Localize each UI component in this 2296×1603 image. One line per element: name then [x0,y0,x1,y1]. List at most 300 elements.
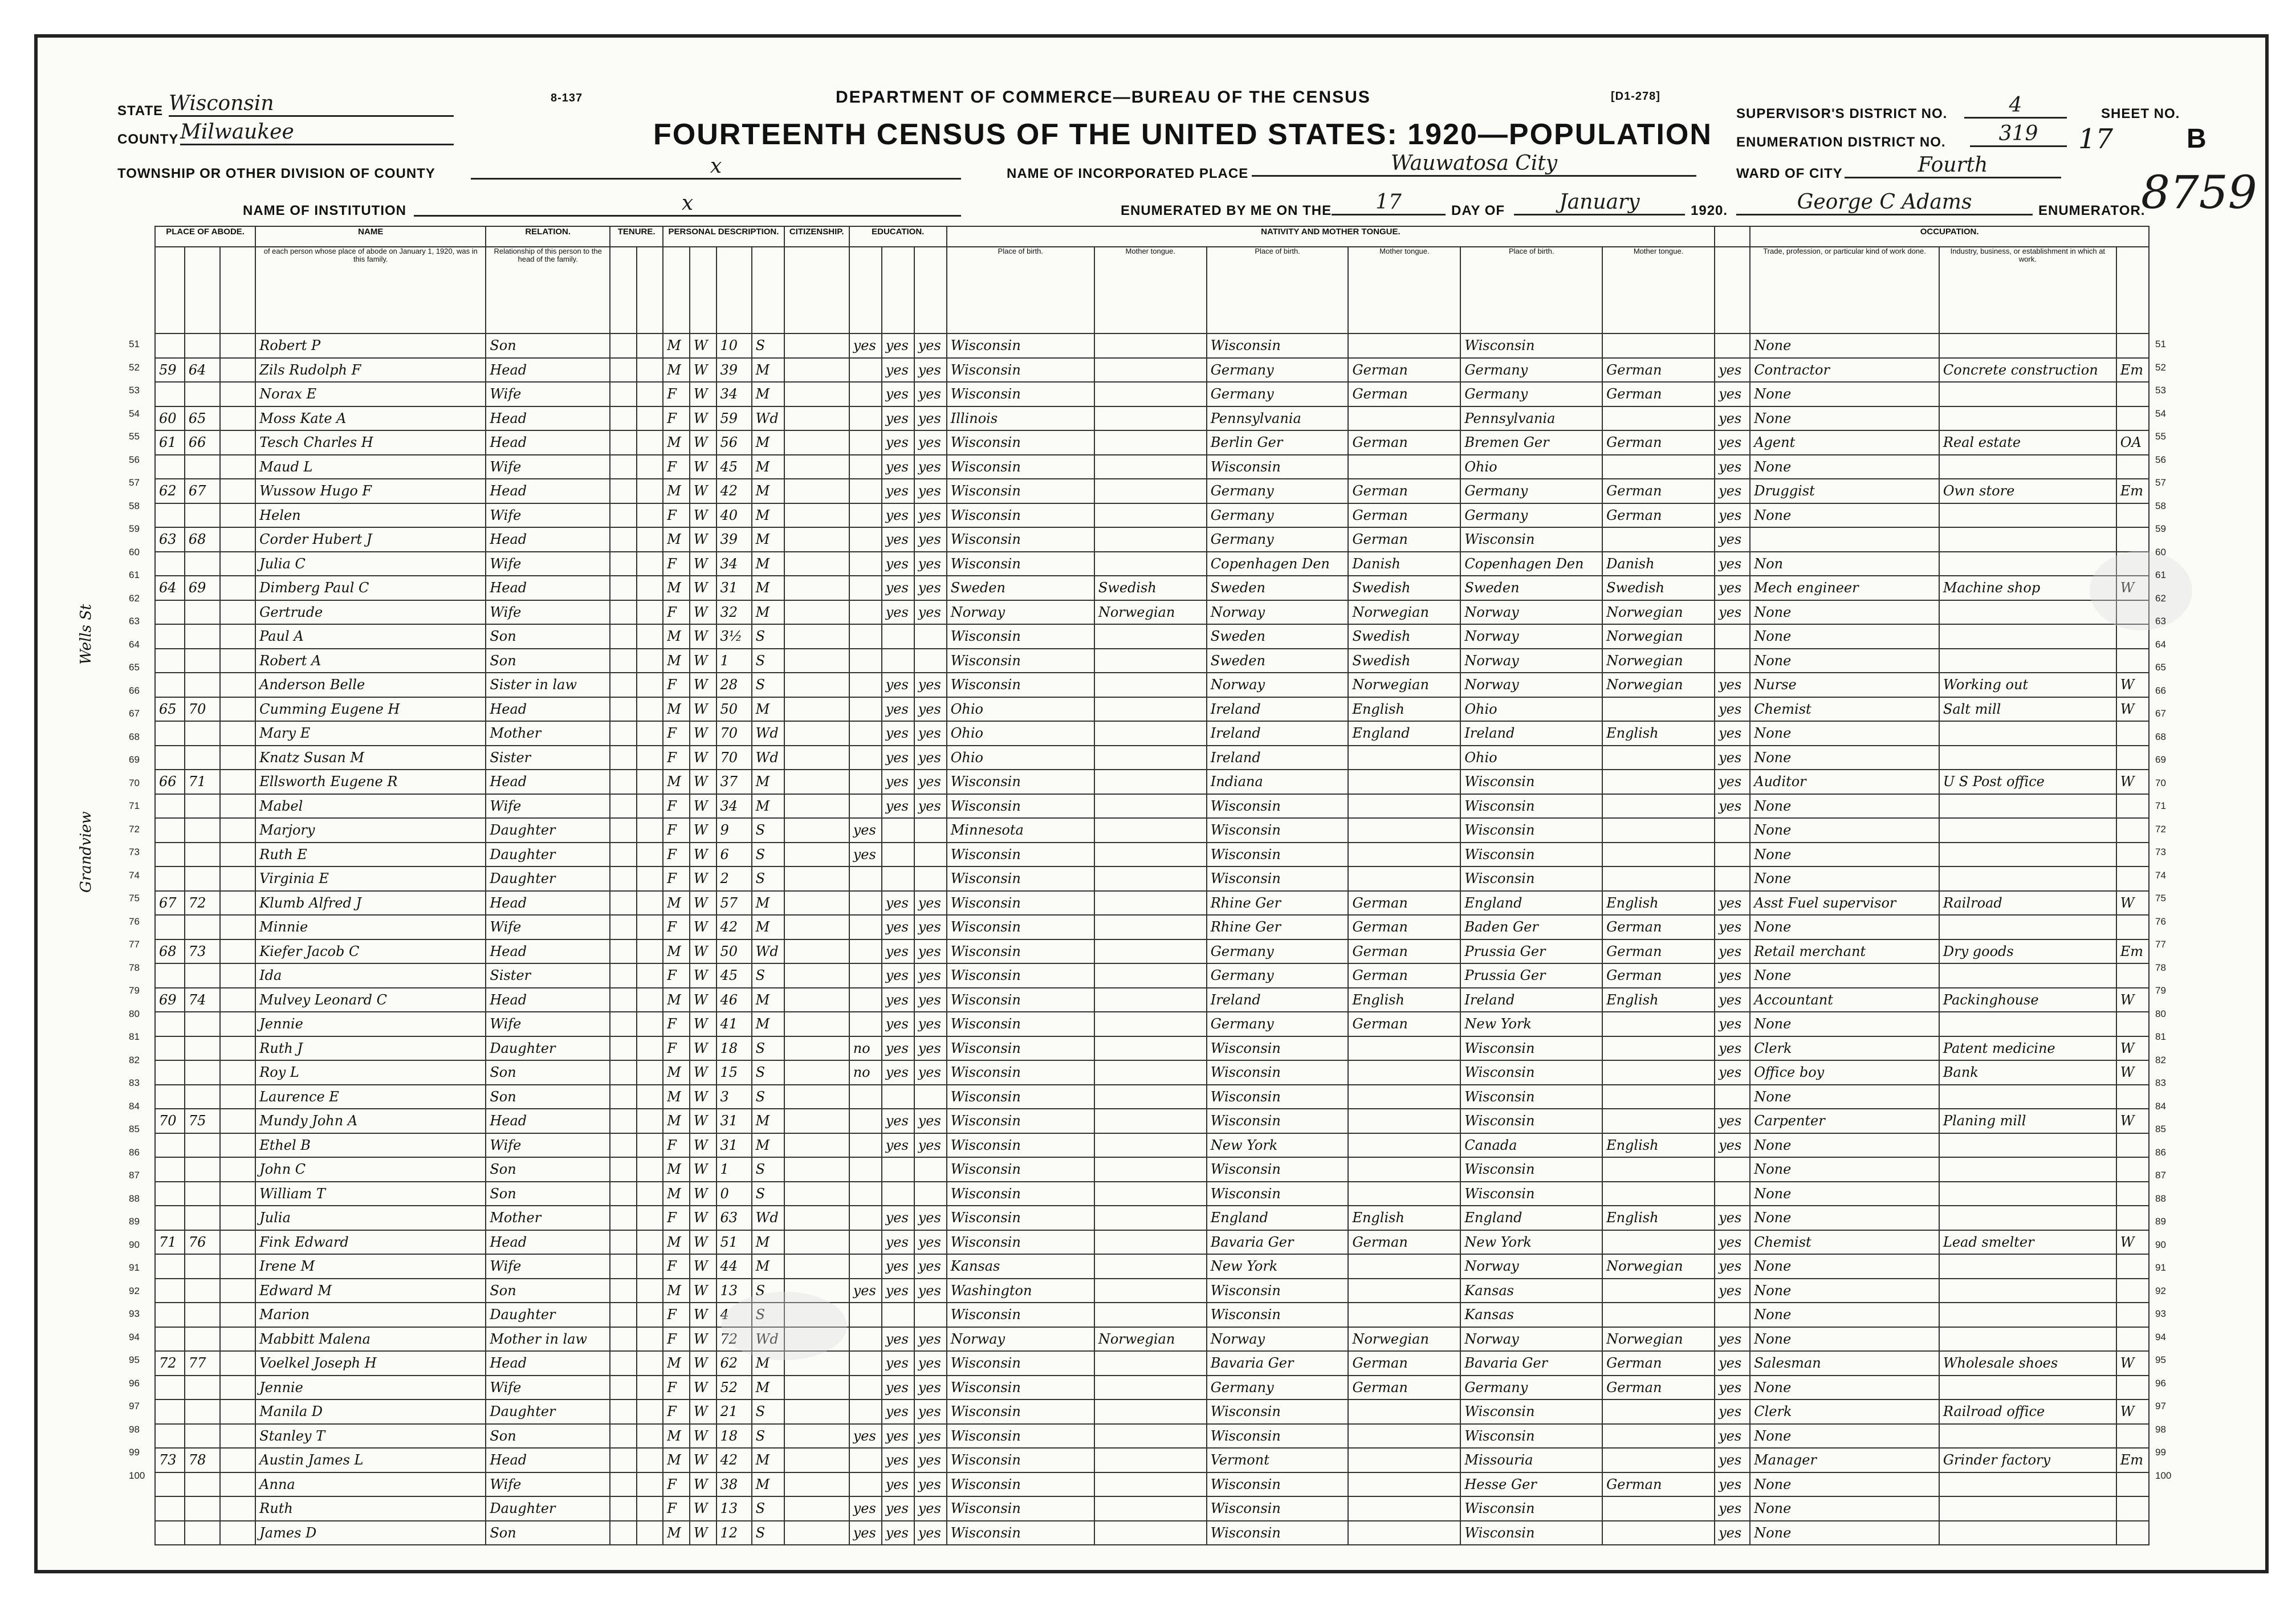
table-row [155,794,2149,819]
table-row [155,430,2149,455]
cell-birth: Wisconsin [947,455,1094,479]
cell-name: James D [255,1521,486,1545]
table-row [155,1085,2149,1109]
cell-school [849,430,882,455]
cell-occupation: None [1750,1496,1939,1521]
cell-marital: M [752,915,784,939]
cell-school: no [849,1060,882,1085]
cell-english: yes [1715,673,1750,697]
cell-class: Em [2116,358,2149,383]
cell-school [849,600,882,625]
table-row [155,1351,2149,1376]
cell-tongue: Norwegian [1094,1327,1207,1352]
cell-age: 50 [717,939,752,964]
cell-industry [1939,600,2116,625]
cell-blank [637,1230,663,1255]
cell-name: Ellsworth Eugene R [255,770,486,794]
cell-mother-birth: Kansas [1460,1303,1602,1327]
line-number: 58 [2155,500,2166,511]
cell-relation: Head [486,430,610,455]
cell-english: yes [1715,1254,1750,1279]
cell-mother-birth: Pennsylvania [1460,406,1602,431]
cell-blank [220,1206,255,1230]
cell-father-birth: Norway [1207,1327,1349,1352]
cell-occupation: Office boy [1750,1060,1939,1085]
department-title: DEPARTMENT OF COMMERCE—BUREAU OF THE CENSUS [836,88,1371,107]
cell-sex: F [663,503,690,528]
cell-english: yes [1715,1206,1750,1230]
cell-mother-birth: Wisconsin [1460,1060,1602,1085]
cell-sex: F [663,552,690,576]
cell-name: Julia [255,1206,486,1230]
cell-school [849,1157,882,1182]
cell-race: W [690,1206,717,1230]
cell-blank [637,1085,663,1109]
table-row [155,721,2149,746]
cell-mother-tongue [1602,1060,1715,1085]
table-row [155,746,2149,770]
cell-blank [220,1448,255,1472]
cell-school: yes [849,333,882,358]
cell-class: W [2116,673,2149,697]
cell-read: yes [882,770,914,794]
cell-race: W [690,479,717,503]
cell-blank [610,891,637,916]
cell-blank [610,406,637,431]
cell-age: 1 [717,1157,752,1182]
cell-sex: M [663,479,690,503]
line-number: 69 [2155,754,2166,765]
cell-mother-birth: Wisconsin [1460,866,1602,891]
cell-mother-birth: Copenhagen Den [1460,552,1602,576]
cell-relation: Head [486,406,610,431]
cell-tongue [1094,673,1207,697]
cell-blank [220,1036,255,1061]
cell-occupation: None [1750,818,1939,843]
cell-family [185,963,220,988]
cell-relation: Wife [486,503,610,528]
cell-read: yes [882,963,914,988]
cell-write: yes [914,1206,947,1230]
cell-family: 75 [185,1109,220,1133]
cell-school: yes [849,843,882,867]
cell-father-birth: Wisconsin [1207,1182,1349,1206]
cell-read: yes [882,1036,914,1061]
cell-read: yes [882,1448,914,1472]
line-number: 95 [2155,1354,2166,1365]
cell-family [185,1182,220,1206]
cell-name: Dimberg Paul C [255,576,486,600]
cell-name: Kiefer Jacob C [255,939,486,964]
line-number: 60 [129,546,140,558]
cell-mother-birth: Wisconsin [1460,1424,1602,1449]
cell-sex: F [663,455,690,479]
cell-english: yes [1715,1351,1750,1376]
cell-read: yes [882,1060,914,1085]
cell-school [849,673,882,697]
cell-occupation: Salesman [1750,1351,1939,1376]
census-rows [155,333,2149,1545]
cell-sex: M [663,1109,690,1133]
cell-blank [610,746,637,770]
cell-class [2116,455,2149,479]
cell-tongue [1094,1133,1207,1158]
cell-sex: F [663,1133,690,1158]
cell-mother-tongue: English [1602,721,1715,746]
line-number: 82 [129,1054,140,1065]
cell-race: W [690,1254,717,1279]
cell-father-tongue: England [1348,721,1460,746]
col-person-tongue: Mother tongue. [1094,247,1207,333]
cell-read: yes [882,479,914,503]
cell-mother-tongue: German [1602,479,1715,503]
place-label: NAME OF INCORPORATED PLACE [1007,166,1249,181]
cell-mother-tongue [1602,1157,1715,1182]
table-row [155,1109,2149,1133]
cell-tongue [1094,1085,1207,1109]
cell-blank [220,527,255,552]
cell-blank [610,1399,637,1424]
cell-occupation: None [1750,794,1939,819]
line-number: 62 [2155,592,2166,604]
cell-age: 4 [717,1303,752,1327]
cell-read [882,1182,914,1206]
cell-father-birth: Germany [1207,939,1349,964]
cell-birth: Norway [947,1327,1094,1352]
cell-father-birth: Wisconsin [1207,1424,1349,1449]
cell-read: yes [882,939,914,964]
cell-tongue [1094,1448,1207,1472]
cell-class [2116,915,2149,939]
cell-read: yes [882,1133,914,1158]
line-number: 55 [2155,431,2166,442]
cell-write: yes [914,915,947,939]
cell-relation: Head [486,576,610,600]
cell-occupation: None [1750,1085,1939,1109]
cell-race: W [690,1133,717,1158]
cell-mother-birth: Missouria [1460,1448,1602,1472]
table-row [155,673,2149,697]
cell-tongue [1094,818,1207,843]
cell-name: Helen [255,503,486,528]
cell-relation: Daughter [486,818,610,843]
cell-name: Ruth E [255,843,486,867]
cell-english: yes [1715,721,1750,746]
cell-sex: M [663,891,690,916]
cell-industry: Wholesale shoes [1939,1351,2116,1376]
cell-father-birth: Vermont [1207,1448,1349,1472]
cell-birth: Wisconsin [947,1399,1094,1424]
cell-age: 44 [717,1254,752,1279]
cell-blank [220,866,255,891]
cell-father-birth: Germany [1207,358,1349,383]
cell-sex: M [663,1085,690,1109]
cell-industry [1939,455,2116,479]
line-number: 89 [2155,1216,2166,1227]
line-number: 68 [129,731,140,742]
cell-tongue [1094,1303,1207,1327]
cell-read: yes [882,552,914,576]
cell-marital: M [752,527,784,552]
cell-english [1715,818,1750,843]
cell-father-tongue: Swedish [1348,624,1460,649]
cell-age: 45 [717,455,752,479]
cell-race: W [690,1279,717,1303]
cell-write: yes [914,1133,947,1158]
cell-write: yes [914,358,947,383]
cell-family: 64 [185,358,220,383]
main-title: FOURTEENTH CENSUS OF THE UNITED STATES: 1920—POPULATION [653,118,1712,151]
line-number: 91 [129,1262,140,1273]
cell-father-tongue [1348,1472,1460,1497]
cell-family [185,333,220,358]
cell-mother-tongue [1602,1279,1715,1303]
line-number: 98 [2155,1423,2166,1435]
line-number: 96 [2155,1377,2166,1389]
table-row [155,358,2149,383]
cell-read: yes [882,794,914,819]
cell-tongue [1094,527,1207,552]
cell-mother-birth: New York [1460,1230,1602,1255]
cell-family [185,1157,220,1182]
cell-marital: M [752,576,784,600]
cell-blank [637,794,663,819]
line-number: 86 [129,1146,140,1158]
cell-father-tongue [1348,1448,1460,1472]
col-person-birth: Place of birth. [947,247,1094,333]
cell-blank [637,891,663,916]
cell-english [1715,866,1750,891]
cell-school [849,1472,882,1497]
cell-blank [610,1496,637,1521]
cell-blank [637,358,663,383]
cell-birth: Wisconsin [947,479,1094,503]
cell-blank [637,1521,663,1545]
table-row [155,891,2149,916]
cell-race: W [690,1472,717,1497]
cell-blank [610,818,637,843]
cell-name: Minnie [255,915,486,939]
cell-tongue [1094,1157,1207,1182]
cell-father-tongue [1348,1521,1460,1545]
cell-school [849,866,882,891]
cell-class: W [2116,1109,2149,1133]
col-relation-desc: Relationship of this person to the head of the family. [486,247,610,333]
cell-industry [1939,1157,2116,1182]
cell-class [2116,1472,2149,1497]
cell-family [185,1521,220,1545]
cell-occupation: Agent [1750,430,1939,455]
cell-blank [220,333,255,358]
cell-mother-birth: Prussia Ger [1460,963,1602,988]
table-row [155,1448,2149,1472]
cell-father-tongue: German [1348,358,1460,383]
cell-mother-tongue [1602,406,1715,431]
cell-race: W [690,624,717,649]
cell-school: yes [849,1496,882,1521]
cell-blank [784,1157,849,1182]
cell-family [185,866,220,891]
cell-blank [784,915,849,939]
cell-tongue [1094,1254,1207,1279]
table-row [155,818,2149,843]
cell-read [882,866,914,891]
cell-occupation: None [1750,1424,1939,1449]
cell-blank [637,866,663,891]
cell-school [849,382,882,406]
cell-class [2116,1133,2149,1158]
cell-name: Mary E [255,721,486,746]
cell-mother-tongue: German [1602,503,1715,528]
table-row [155,406,2149,431]
line-number: 70 [129,777,140,788]
enumerated-label: ENUMERATED BY ME ON THE [1121,203,1332,218]
cell-occupation: None [1750,1012,1939,1036]
cell-father-tongue [1348,406,1460,431]
cell-name: Ida [255,963,486,988]
cell-father-tongue [1348,1279,1460,1303]
cell-father-birth: Indiana [1207,770,1349,794]
cell-tongue [1094,1376,1207,1400]
cell-birth: Sweden [947,576,1094,600]
cell-tongue [1094,1109,1207,1133]
cell-mother-tongue [1602,1036,1715,1061]
cell-occupation: Accountant [1750,988,1939,1012]
cell-family: 66 [185,430,220,455]
cell-family [185,1303,220,1327]
cell-read: yes [882,503,914,528]
cell-english: yes [1715,915,1750,939]
cell-dwelling [155,866,185,891]
line-number: 89 [129,1216,140,1227]
cell-name: Paul A [255,624,486,649]
cell-sex: M [663,1182,690,1206]
cell-birth: Wisconsin [947,1206,1094,1230]
cell-age: 13 [717,1496,752,1521]
line-number: 94 [2155,1331,2166,1342]
enumeration-district-value: 319 [1970,122,2067,147]
cell-father-birth: Sweden [1207,576,1349,600]
cell-blank [637,503,663,528]
cell-race: W [690,843,717,867]
cell-father-tongue: German [1348,479,1460,503]
cell-race: W [690,503,717,528]
cell-dwelling [155,1472,185,1497]
cell-read: yes [882,1254,914,1279]
cell-father-birth: Ireland [1207,988,1349,1012]
cell-blank [784,1376,849,1400]
cell-blank [610,770,637,794]
cell-class [2116,406,2149,431]
table-row [155,503,2149,528]
cell-occupation: None [1750,963,1939,988]
cell-read: yes [882,1521,914,1545]
cell-industry [1939,746,2116,770]
cell-blank [637,382,663,406]
cell-english: yes [1715,939,1750,964]
cell-blank [784,649,849,673]
cell-read [882,649,914,673]
cell-school [849,503,882,528]
cell-marital: S [752,963,784,988]
cell-father-tongue [1348,1060,1460,1085]
cell-marital: S [752,1521,784,1545]
cell-mother-tongue: German [1602,1376,1715,1400]
line-number: 73 [2155,847,2166,857]
cell-family: 70 [185,697,220,722]
cell-industry [1939,843,2116,867]
cell-english: yes [1715,963,1750,988]
cell-dwelling [155,1521,185,1545]
cell-race: W [690,358,717,383]
cell-relation: Wife [486,1254,610,1279]
cell-tongue [1094,455,1207,479]
cell-name: Corder Hubert J [255,527,486,552]
cell-write: yes [914,1448,947,1472]
cell-blank [220,1303,255,1327]
cell-blank [220,697,255,722]
cell-write: yes [914,697,947,722]
cell-father-tongue: German [1348,939,1460,964]
cell-race: W [690,1157,717,1182]
cell-family: 68 [185,527,220,552]
cell-marital: Wd [752,746,784,770]
cell-dwelling [155,1303,185,1327]
cell-school [849,1182,882,1206]
cell-english: yes [1715,455,1750,479]
cell-write: yes [914,1424,947,1449]
cell-mother-birth: Ohio [1460,746,1602,770]
cell-dwelling [155,1424,185,1449]
cell-marital: M [752,1472,784,1497]
cell-blank [637,1157,663,1182]
cell-age: 10 [717,333,752,358]
cell-blank [784,503,849,528]
cell-blank [610,866,637,891]
cell-name: Anderson Belle [255,673,486,697]
cell-mother-tongue [1602,746,1715,770]
cell-dwelling: 73 [155,1448,185,1472]
cell-mother-birth: Germany [1460,358,1602,383]
cell-age: 34 [717,794,752,819]
cell-sex: F [663,1012,690,1036]
cell-write [914,624,947,649]
cell-occupation: None [1750,1376,1939,1400]
cell-class [2116,1496,2149,1521]
cell-father-tongue [1348,1399,1460,1424]
table-row [155,600,2149,625]
cell-english [1715,1085,1750,1109]
cell-blank [220,1012,255,1036]
cell-dwelling [155,1206,185,1230]
cell-marital: S [752,1424,784,1449]
cell-school [849,1399,882,1424]
cell-relation: Son [486,1182,610,1206]
cell-father-birth: Germany [1207,382,1349,406]
cell-blank [637,624,663,649]
cell-name: Knatz Susan M [255,746,486,770]
cell-father-tongue: German [1348,1376,1460,1400]
cell-relation: Son [486,333,610,358]
cell-relation: Daughter [486,843,610,867]
table-row [155,1472,2149,1497]
cell-industry [1939,1279,2116,1303]
cell-school [849,891,882,916]
cell-read: yes [882,891,914,916]
cell-dwelling [155,503,185,528]
line-number: 53 [2155,385,2166,396]
cell-write: yes [914,382,947,406]
